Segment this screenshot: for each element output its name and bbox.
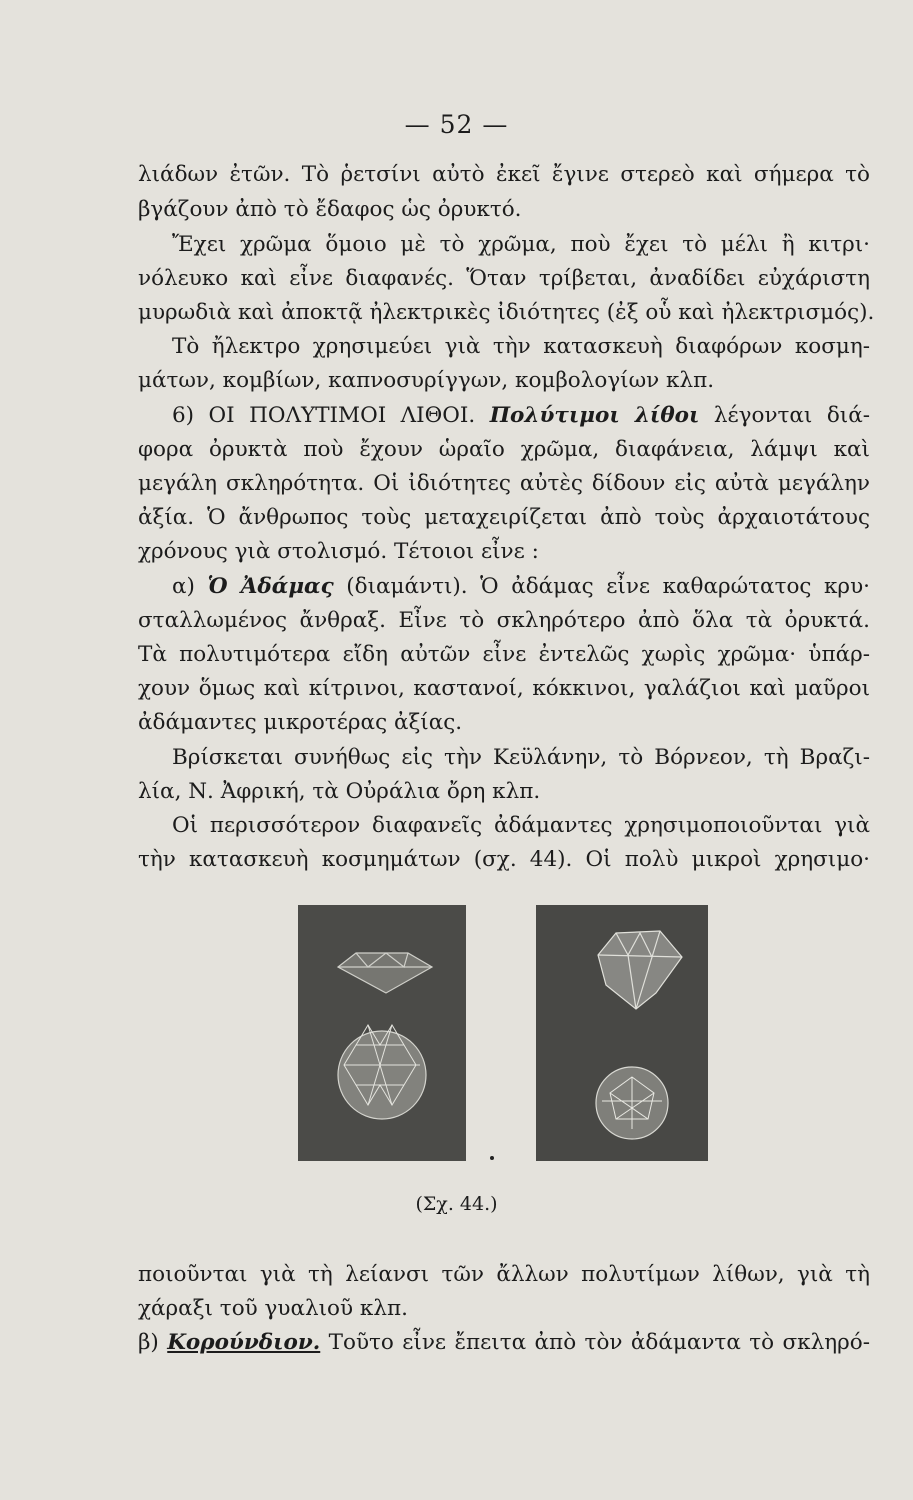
text-line: Ἔχει χρῶμα ὅμοιο μὲ τὸ χρῶμα, ποὺ ἔχει τὸ μέλι ἢ κιτρι· — [172, 232, 870, 257]
diamond-illustration-right — [536, 905, 708, 1161]
text-line: μάτων, κομβίων, καπνοσυρίγγων, κομβολογίων κλπ. — [138, 368, 715, 393]
text-line: μυρωδιὰ καὶ ἀποκτᾷ ἠλεκτρικὲς ἰδιότητες (ἐξ οὗ καὶ ἠλεκτρισμός). — [138, 300, 875, 325]
text-line: Τὰ πολυτιμότερα εἴδη αὐτῶν εἶνε ἐντελῶς χωρὶς χρῶμα· ὑπάρ- — [138, 642, 870, 667]
list-marker: α) — [172, 574, 195, 599]
text-line: νόλευκο καὶ εἶνε διαφανές. Ὅταν τρίβεται, ἀναδίδει εὐχάριστη — [138, 266, 870, 291]
corundum-heading-line — [138, 1330, 870, 1356]
list-marker: β) — [138, 1330, 159, 1355]
text-line: ποιοῦνται γιὰ τὴ λείανσι τῶν ἄλλων πολυτίμων λίθων, γιὰ τὴ — [138, 1262, 870, 1287]
diamond-photo-left — [298, 905, 466, 1161]
text-line: μεγάλη σκληρότητα. Οἱ ἰδιότητες αὐτὲς δίδουν εἰς αὐτὰ μεγάλην — [138, 471, 870, 496]
text-line: φορα ὀρυκτὰ ποὺ ἔχουν ὡραῖο χρῶμα, διαφάνεια, λάμψι καὶ — [138, 437, 870, 462]
term-diamond: Ὁ Ἀδάμας — [207, 574, 334, 599]
diamond-photo-right — [536, 905, 708, 1161]
term-precious-stones: Πολύτιμοι λίθοι — [489, 403, 700, 428]
text-line: τὴν κατασκευὴ κοσμημάτων (σχ. 44). Οἱ πολὺ μικροὶ χρησιμο· — [138, 847, 870, 872]
text-line: χουν ὅμως καὶ κίτρινοι, καστανοί, κόκκινοι, γαλάζιοι καὶ μαῦροι — [138, 676, 870, 701]
page-number: — 52 — — [404, 110, 509, 139]
text-fragment: λέγονται διά- — [713, 403, 870, 428]
text-line: ἀξία. Ὁ ἄνθρωπος τοὺς μεταχειρίζεται ἀπὸ τοὺς ἀρχαιοτάτους — [138, 505, 870, 530]
term-corundum: Κορούνδιον. — [167, 1330, 321, 1355]
text-line: λία, Ν. Ἀφρική, τὰ Οὐράλια ὄρη κλπ. — [138, 779, 541, 804]
text-line: χρόνους γιὰ στολισμό. Τέτοιοι εἶνε : — [138, 539, 539, 564]
section-heading: 6) ΟΙ ΠΟΛΥΤΙΜΟΙ ΛΙΘΟΙ. — [172, 403, 476, 428]
figure-caption: (Σχ. 44.) — [415, 1193, 498, 1215]
section-heading-line — [172, 403, 870, 429]
text-line: Οἱ περισσότερον διαφανεῖς ἀδάμαντες χρησιμοποιοῦνται γιὰ — [172, 813, 870, 838]
diamond-illustration-left — [298, 905, 466, 1161]
text-line: λιάδων ἐτῶν. Τὸ ῥετσίνι αὐτὸ ἐκεῖ ἔγινε στερεὸ καὶ σήμερα τὸ — [138, 162, 870, 187]
text-line: Βρίσκεται συνήθως εἰς τὴν Κεϋλάνην, τὸ Βόρνεον, τὴ Βραζι- — [172, 745, 870, 770]
text-fragment: (διαμάντι). Ὁ ἀδάμας εἶνε καθαρώτατος κρυ· — [346, 574, 870, 599]
text-fragment: Τοῦτο εἶνε ἔπειτα ἀπὸ τὸν ἀδάμαντα τὸ σκληρό- — [328, 1330, 870, 1355]
print-speck — [490, 1156, 494, 1160]
diamond-heading-line — [172, 574, 870, 600]
text-line: ἀδάμαντες μικροτέρας ἀξίας. — [138, 710, 463, 735]
text-line: σταλλωμένος ἄνθραξ. Εἶνε τὸ σκληρότερο ἀπὸ ὅλα τὰ ὀρυκτά. — [138, 608, 870, 633]
text-line: βγάζουν ἀπὸ τὸ ἔδαφος ὡς ὀρυκτό. — [138, 197, 522, 222]
text-line: Τὸ ἤλεκτρο χρησιμεύει γιὰ τὴν κατασκευὴ διαφόρων κοσμη- — [172, 334, 870, 359]
text-line: χάραξι τοῦ γυαλιοῦ κλπ. — [138, 1296, 408, 1321]
